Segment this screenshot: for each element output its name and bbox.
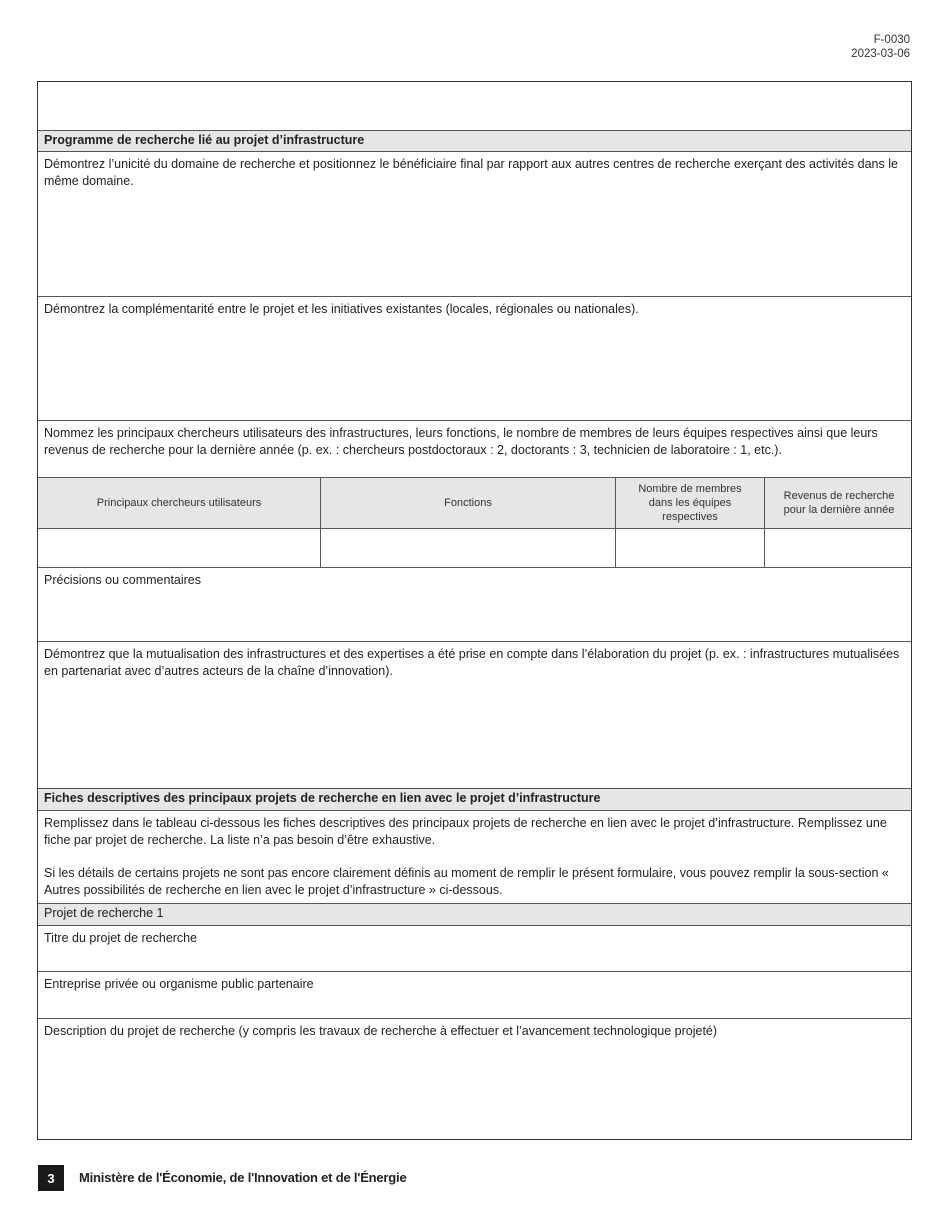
page-number: 3 <box>38 1165 64 1191</box>
table-row <box>38 528 911 567</box>
project-title-label: Titre du projet de recherche <box>44 931 198 945</box>
col-header-team-members: Nombre de membres dans les équipes respectives <box>615 478 764 528</box>
project-partner-field[interactable] <box>38 971 911 1018</box>
question-researchers-label: Nommez les principaux chercheurs utilisateurs des infrastructures, leurs fonctions, le nombre de membres de leurs équipes respectives ainsi que leurs revenus de recherche pour la dernière année (p. ex. : chercheurs postdoctoraux : 2, doctorants : 3, technicien de laboratoire : 1, etc.). <box>44 426 878 457</box>
ministry-name: Ministère de l'Économie, de l'Innovation et de l'Énergie <box>79 1170 407 1185</box>
question-comments[interactable] <box>38 567 911 641</box>
question-uniqueness[interactable] <box>38 151 911 296</box>
revenue-field[interactable] <box>764 529 913 567</box>
question-pooling[interactable] <box>38 641 911 788</box>
instructions-paragraph-1: Remplissez dans le tableau ci-dessous les fiches descriptives des principaux projets de recherche en lien avec le projet d’infrastructure. Remplissez une fiche par projet de recherche. La liste n’a pas besoin d’être exhaustive. <box>44 816 887 847</box>
question-complementarity[interactable] <box>38 296 911 420</box>
team-members-field[interactable] <box>615 529 764 567</box>
form-code: F-0030 <box>873 34 910 46</box>
form-code-block <box>851 33 910 61</box>
researchers-table-header <box>38 477 911 528</box>
question-uniqueness-label: Démontrez l’unicité du domaine de recherche et positionnez le bénéficiaire final par rapport aux autres centres de recherche exerçant des activités dans le même domaine. <box>44 157 898 188</box>
project-description-label: Description du projet de recherche (y compris les travaux de recherche à effectuer et l’avancement technologique projeté) <box>44 1024 718 1038</box>
question-complementarity-label: Démontrez la complémentarité entre le projet et les initiatives existantes (locales, régionales ou nationales). <box>44 302 639 316</box>
form-date: 2023-03-06 <box>851 48 910 60</box>
project-partner-label: Entreprise privée ou organisme public partenaire <box>44 977 314 991</box>
form-table <box>37 81 912 1140</box>
instructions-paragraph-2: Si les détails de certains projets ne sont pas encore clairement définis au moment de remplir le présent formulaire, vous pouvez remplir la sous-section « Autres possibilités de recherche en lien avec le projet d’infrastructure » ci-dessous. <box>44 866 889 897</box>
blank-top-field[interactable] <box>38 82 911 130</box>
question-comments-label: Précisions ou commentaires <box>44 573 202 587</box>
project-label: Projet de recherche 1 <box>38 903 911 925</box>
col-header-researchers: Principaux chercheurs utilisateurs <box>96 497 262 509</box>
question-pooling-label: Démontrez que la mutualisation des infrastructures et des expertises a été prise en compte dans l’élaboration du projet (p. ex. : infrastructures mutualisées en partenariat avec d’autres acteurs de la chaîne d’innovation). <box>44 647 900 678</box>
col-header-functions: Fonctions <box>320 478 615 528</box>
col-header-revenue: Revenus de recherche pour la dernière année <box>764 478 913 528</box>
project-title-field[interactable] <box>38 925 911 971</box>
project-description-field[interactable] <box>38 1018 911 1140</box>
question-researchers <box>38 420 911 477</box>
function-field[interactable] <box>320 529 615 567</box>
section-header-projects: Fiches descriptives des principaux projets de recherche en lien avec le projet d’infrastructure <box>38 788 911 810</box>
instructions-block <box>38 810 911 903</box>
researcher-name-field[interactable] <box>38 529 320 567</box>
section-header-research: Programme de recherche lié au projet d’infrastructure <box>38 130 911 151</box>
